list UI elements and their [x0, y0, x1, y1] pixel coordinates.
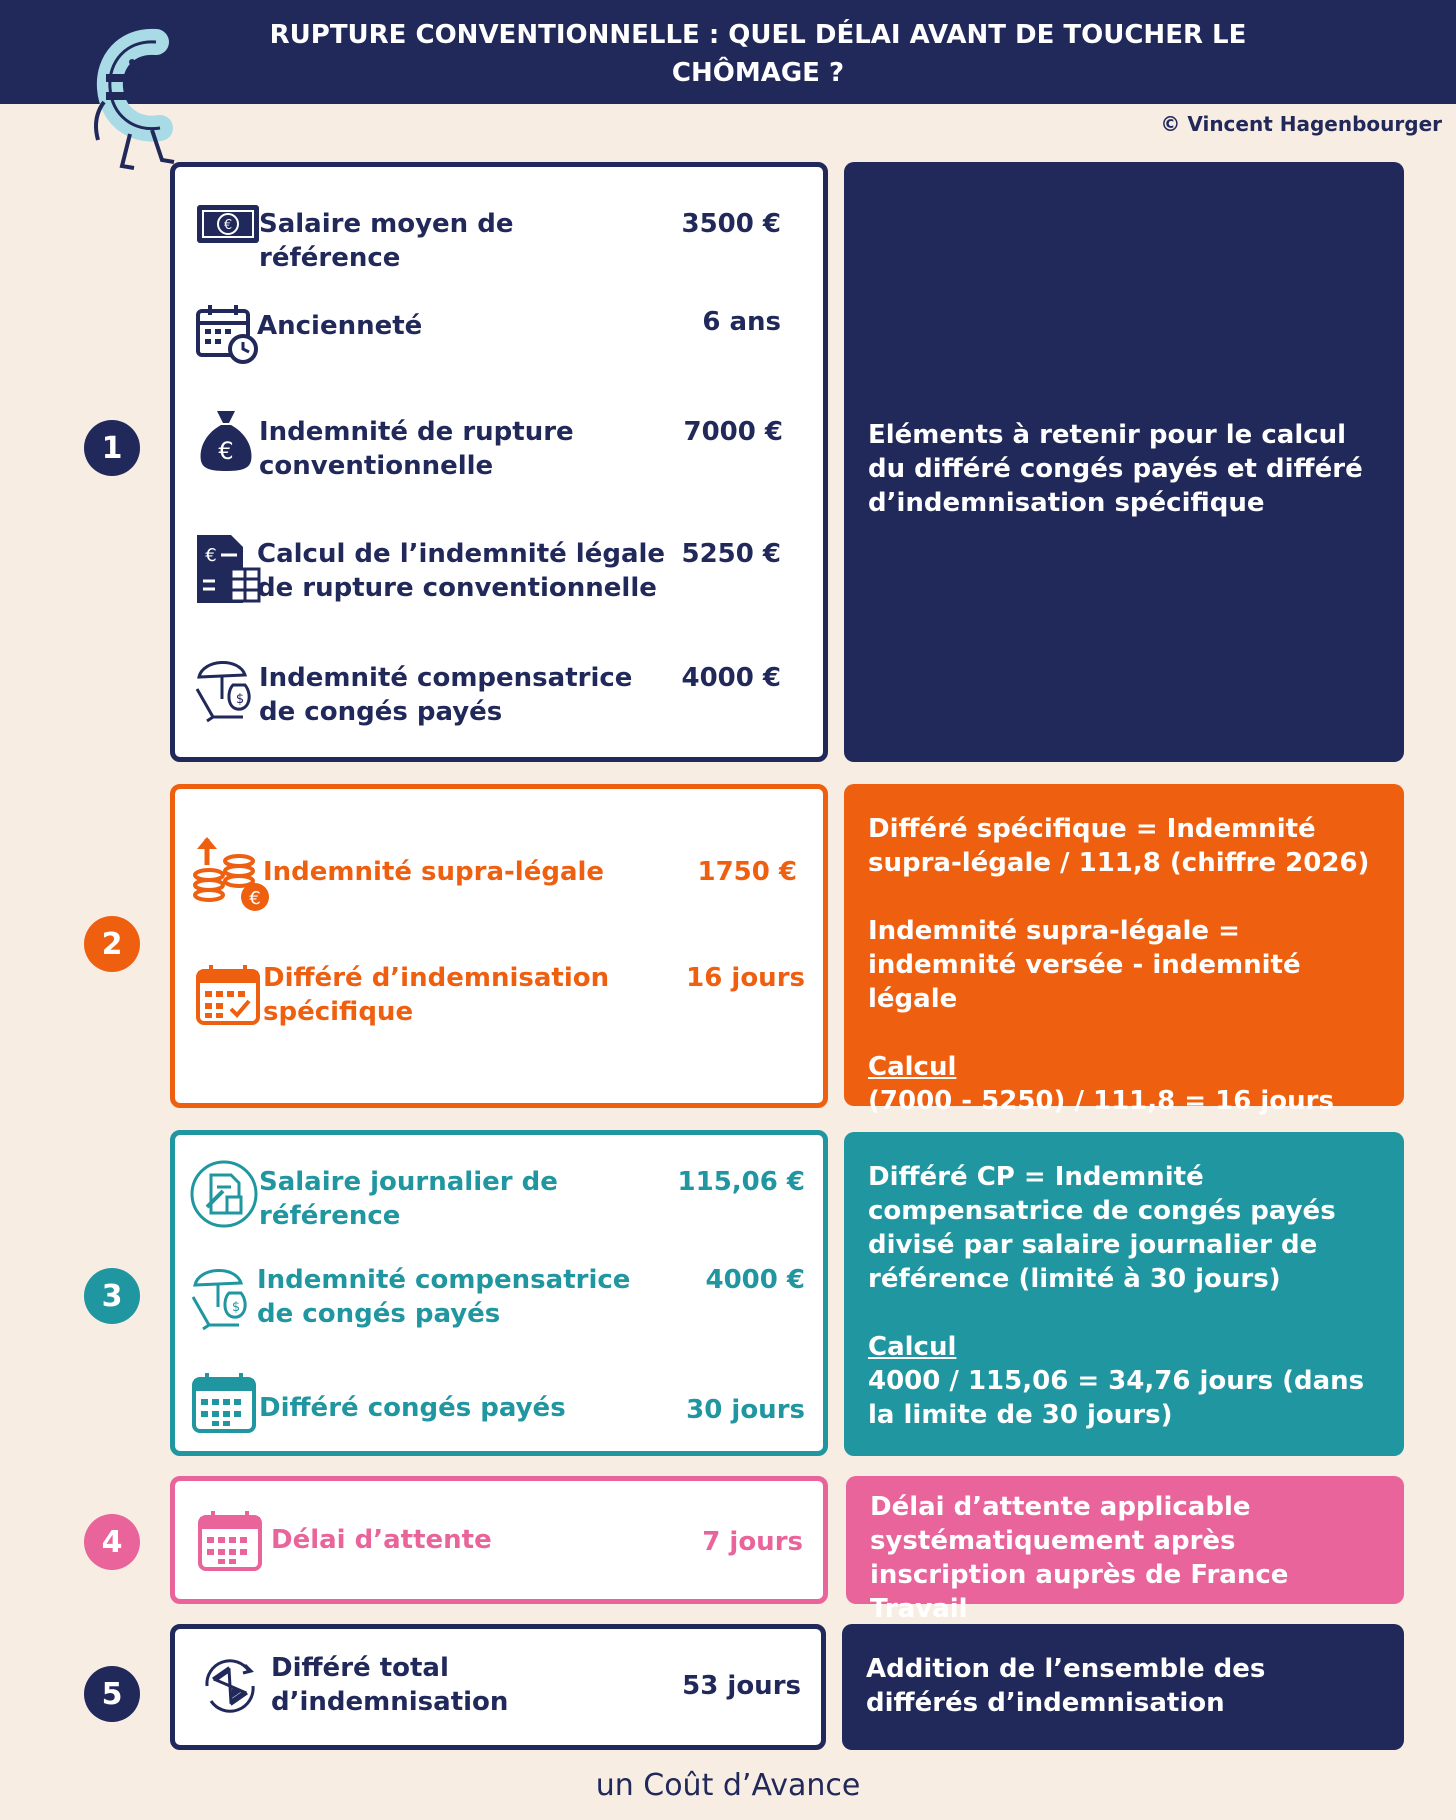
- calc-title: Calcul: [868, 1332, 957, 1362]
- item-label: Différé total d’indemnisation: [271, 1653, 509, 1717]
- panel-text: Indemnité supra-légale = indemnité versée - indemnité légale: [868, 916, 1301, 1014]
- svg-text:€: €: [223, 218, 233, 233]
- item-1-2: [257, 309, 657, 343]
- banknote-icon: [195, 201, 261, 247]
- item-label: Délai d’attente: [271, 1525, 492, 1555]
- section-5-panel: [842, 1624, 1404, 1750]
- section-2-panel: [844, 784, 1404, 1116]
- svg-text:€: €: [218, 437, 234, 465]
- svg-text:€: €: [205, 545, 217, 566]
- item-1-3: [259, 415, 619, 483]
- section-1-box: [170, 162, 828, 762]
- panel-text: Différé spécifique = Indemnité supra-légale / 111,8 (chiffre 2026): [868, 814, 1370, 878]
- item-label: Indemnité de rupture conventionnelle: [259, 417, 574, 481]
- calendar-icon: [197, 1509, 263, 1573]
- section-1-panel: [844, 162, 1404, 762]
- section-number-5: 5: [84, 1666, 140, 1722]
- item-value: 5250 €: [681, 539, 781, 569]
- item-3-2: [257, 1263, 637, 1331]
- item-3-1: [259, 1165, 599, 1233]
- item-value: 4000 €: [705, 1265, 805, 1295]
- coins-up-icon: [193, 833, 273, 913]
- section-number-1: 1: [84, 420, 140, 476]
- item-value: 30 jours: [686, 1395, 805, 1425]
- euro-mascot-icon: [86, 22, 216, 172]
- item-2-1: [263, 855, 643, 889]
- item-label: Indemnité compensatrice de congés payés: [257, 1265, 631, 1329]
- hourglass-icon: [197, 1653, 263, 1719]
- salary-document-icon: [189, 1159, 259, 1229]
- calendar-check-icon: [195, 963, 261, 1027]
- item-5-1: [271, 1651, 571, 1719]
- section-2-box: [170, 784, 828, 1108]
- section-number-3: 3: [84, 1268, 140, 1324]
- item-label: Ancienneté: [257, 311, 423, 341]
- money-bag-icon: [197, 407, 255, 473]
- page-header: [0, 0, 1456, 104]
- item-1-5: [259, 661, 639, 729]
- panel-text: Délai d’attente applicable systématiquement après inscription auprès de France Travail: [870, 1492, 1289, 1624]
- calendar-icon: [191, 1371, 257, 1435]
- panel-text: Addition de l’ensemble des différés d’indemnisation: [866, 1654, 1266, 1718]
- item-label: Salaire moyen de référence: [259, 209, 514, 273]
- item-label: Différé d’indemnisation spécifique: [263, 963, 610, 1027]
- item-1-1: [259, 207, 659, 275]
- panel-text: Eléments à retenir pour le calcul du différé congés payés et différé d’indemnisation spécifique: [868, 420, 1363, 518]
- section-3-box: [170, 1130, 828, 1456]
- section-number-2: 2: [84, 916, 140, 972]
- page-title: RUPTURE CONVENTIONNELLE : QUEL DÉLAI AVANT DE TOUCHER LE CHÔMAGE ?: [269, 20, 1247, 88]
- section-number-4: 4: [84, 1514, 140, 1570]
- item-label: Différé congés payés: [259, 1393, 566, 1423]
- item-value: 7 jours: [702, 1527, 803, 1557]
- item-label: Calcul de l’indemnité légale de rupture conventionnelle: [257, 539, 666, 603]
- item-value: 4000 €: [681, 663, 781, 693]
- calendar-clock-icon: [195, 303, 261, 365]
- item-label: Indemnité supra-légale: [263, 857, 605, 887]
- calc-title: Calcul: [868, 1052, 957, 1082]
- panel-text: Différé CP = Indemnité compensatrice de congés payés divisé par salaire journalier de référence (limité à 30 jours): [868, 1162, 1336, 1294]
- brand-logo: un Coût d’Avance: [595, 1768, 861, 1803]
- item-value: 6 ans: [702, 307, 781, 337]
- svg-text:$: $: [235, 692, 245, 707]
- item-value: 7000 €: [683, 417, 783, 447]
- calculator-document-icon: [193, 533, 263, 605]
- item-value: 1750 €: [697, 857, 797, 887]
- beach-chair-icon: [193, 655, 263, 723]
- svg-text:$: $: [231, 1300, 241, 1315]
- item-value: 115,06 €: [677, 1167, 805, 1197]
- item-value: 16 jours: [686, 963, 805, 993]
- svg-text:€: €: [249, 888, 261, 909]
- item-value: 53 jours: [682, 1671, 801, 1701]
- calc-text: 4000 / 115,06 = 34,76 jours (dans la limite de 30 jours): [868, 1366, 1365, 1430]
- item-4-1: [271, 1523, 651, 1557]
- item-value: 3500 €: [681, 209, 781, 239]
- author-credit: © Vincent Hagenbourger: [1160, 112, 1442, 136]
- calc-text: (7000 - 5250) / 111,8 = 16 jours: [868, 1086, 1334, 1116]
- section-4-panel: [846, 1476, 1404, 1624]
- beach-chair-icon: [189, 1263, 259, 1331]
- item-label: Salaire journalier de référence: [259, 1167, 558, 1231]
- section-3-panel: [844, 1132, 1404, 1456]
- item-1-4: [257, 537, 677, 605]
- item-label: Indemnité compensatrice de congés payés: [259, 663, 633, 727]
- section-5-box: [170, 1624, 826, 1750]
- section-4-box: [170, 1476, 828, 1604]
- item-3-3: [259, 1391, 639, 1425]
- item-2-2: [263, 961, 623, 1029]
